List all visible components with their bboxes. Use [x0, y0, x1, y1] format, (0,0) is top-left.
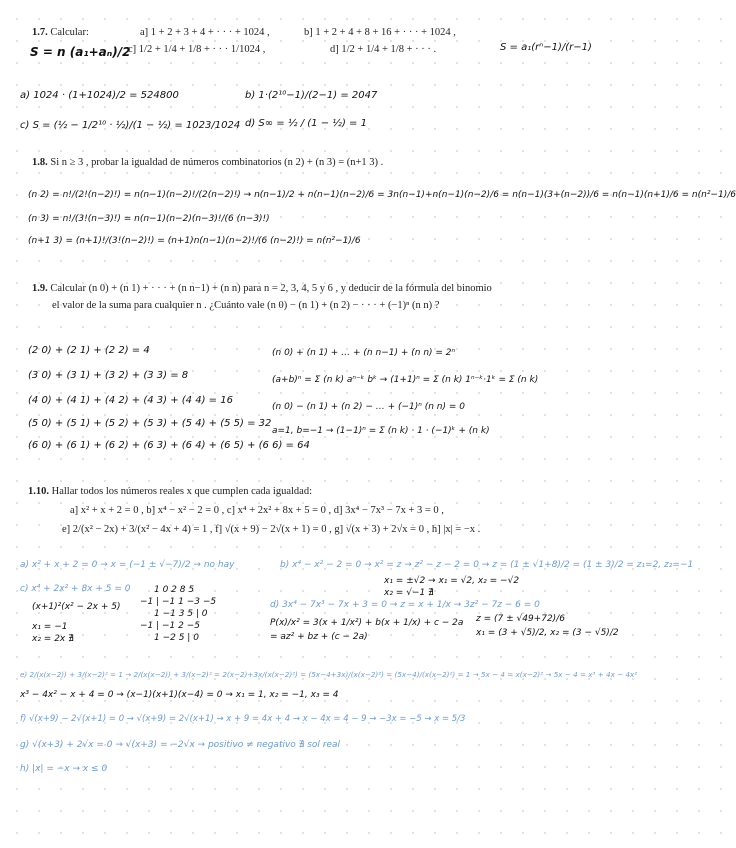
handwritten-solution-d5: x₁ = (3 + √5)/2, x₂ = (3 − √5)/2: [476, 628, 619, 638]
problem-1-7-item-a: a] 1 + 2 + 3 + 4 + · · · + 1024 ,: [140, 27, 270, 38]
handwritten-solution-d2: P(x)/x² = 3(x + 1/x²) + b(x + 1/x) + c − 2a: [270, 618, 464, 628]
handwritten-arith-formula: S = n (a₁+aₙ)/2: [30, 45, 131, 59]
problem-1-8-statement: [32, 157, 383, 168]
handwritten-answer-c: c) S = (½ − 1/2¹⁰ · ½)/(1 − ½) = 1023/1024: [20, 120, 241, 131]
handwritten-solution-e2: x³ − 4x² − x + 4 = 0 → (x−1)(x+1)(x−4) = 0 → x₁ = 1, x₂ = −1, x₃ = 4: [20, 690, 339, 700]
handwritten-geom-formula: S = a₁(rⁿ−1)/(r−1): [500, 42, 592, 53]
problem-number: 1.10.: [28, 486, 49, 497]
handwritten-proof-line-2: (n 3) = n!/(3!(n−3)!) = n(n−1)(n−2)(n−3)!/(6 (n−3)!): [28, 214, 270, 224]
handwritten-solution-f: f) √(x+9) − 2√(x+1) = 0 → √(x+9) = 2√(x+1) → x + 9 = 4x + 4 → x − 4x = 4 − 9 → −3x = −5 → x = 5/3: [20, 714, 466, 724]
problem-1-7-item-d: d] 1/2 + 1/4 + 1/8 + · · · .: [330, 44, 437, 55]
handwritten-solution-d3: z = (7 ± √49+72)/6: [476, 614, 565, 624]
problem-text: Hallar todos los números reales x que cumplen cada igualdad:: [51, 486, 313, 497]
handwritten-proof-line-3: (n+1 3) = (n+1)!/(3!(n−2)!) = (n+1)n(n−1)(n−2)!/(6 (n−2)!) = n(n²−1)/6: [28, 236, 361, 246]
handwritten-sum-n6: (6 0) + (6 1) + (6 2) + (6 3) + (6 4) + (6 5) + (6 6) = 64: [28, 440, 310, 451]
handwritten-solution-c: c) x⁴ + 2x² + 8x + 5 = 0: [20, 584, 131, 594]
handwritten-solution-b3: x₂ = √−1 ∄: [384, 588, 434, 598]
problem-1-10-row-2: e] 2/(x² − 2x) + 3/(x² − 4x + 4) = 1 , f] √(x + 9) − 2√(x + 1) = 0 , g] √(x + 3) + 2√x = 0 , h] |x| = −x .: [62, 524, 481, 535]
problem-1-9-statement: [32, 283, 492, 294]
problem-number: 1.7.: [32, 27, 48, 38]
problem-1-7-heading: [32, 27, 89, 38]
handwritten-alternating-sum: (n 0) − (n 1) + (n 2) − … + (−1)ⁿ (n n) = 0: [272, 402, 466, 412]
handwritten-solution-g: g) √(x+3) + 2√x = 0 → √(x+3) = −2√x → positivo ≠ negativo ∄ sol real: [20, 740, 341, 750]
handwritten-answer-b: b) 1·(2¹⁰−1)/(2−1) = 2047: [245, 90, 378, 101]
ruffini-row-1: 1 0 2 8 5: [154, 585, 195, 595]
ruffini-row-5: 1 −2 5 | 0: [154, 633, 199, 643]
handwritten-solution-a: a) x² + x + 2 = 0 → x = (−1 ± √−7)/2 → no hay: [20, 560, 235, 570]
problem-1-7-item-b: b] 1 + 2 + 4 + 8 + 16 + · · · + 1024 ,: [304, 27, 456, 38]
problem-text: Calcular (n 0) + (n 1) + · · · + (n n−1) + (n n) para n = 2, 3, 4, 5 y 6 , y deducir de la fórmula del binomio: [50, 283, 492, 294]
handwritten-solution-e: e) 2/(x(x−2)) + 3/(x−2)² = 1 → 2/(x(x−2)) + 3/(x−2)² = 2(x−2)+3x/(x(x−2)²) = (5x−4+3x)/(x(x−2)²) = (5x−4)/(x(x−2)²) = 1 → 5x − 4 = x(x−2)² → 5x − 4 = x³ + 4x − 4x²: [20, 670, 638, 679]
handwritten-solution-h: h) |x| = −x → x ≤ 0: [20, 764, 108, 774]
ruffini-table: [140, 585, 250, 645]
handwritten-solution-c3: x₁ = −1: [32, 622, 68, 632]
handwritten-general-sum: (n 0) + (n 1) + … + (n n−1) + (n n) = 2ⁿ: [272, 348, 456, 358]
handwritten-binomial: (a+b)ⁿ = Σ (n k) aⁿ⁻ᵏ bᵏ → (1+1)ⁿ = Σ (n k) 1ⁿ⁻ᵏ·1ᵏ = Σ (n k): [272, 375, 539, 385]
handwritten-solution-c4: x₂ = 2x ∄: [32, 634, 74, 644]
handwritten-answer-d: d) S∞ = ½ / (1 − ½) = 1: [245, 118, 367, 129]
problem-1-7-item-c: c] 1/2 + 1/4 + 1/8 + · · · 1/1024 ,: [128, 44, 266, 55]
handwritten-sum-n4: (4 0) + (4 1) + (4 2) + (4 3) + (4 4) = 16: [28, 395, 233, 406]
handwritten-solution-b: b) x⁴ − x² − 2 = 0 → x² = z → z² − z − 2 = 0 → z = (1 ± √1+8)/2 = (1 ± 3)/2 = z₁=2, z₂=−1: [280, 560, 694, 570]
problem-number: 1.9.: [32, 283, 48, 294]
problem-word: Calcular:: [50, 27, 89, 38]
problem-number: 1.8.: [32, 157, 48, 168]
problem-text: Si n ≥ 3 , probar la igualdad de números combinatorios (n 2) + (n 3) = (n+1 3) .: [50, 157, 384, 168]
handwritten-sum-n3: (3 0) + (3 1) + (3 2) + (3 3) = 8: [28, 370, 189, 381]
handwritten-solution-d4: = az² + bz + (c − 2a): [270, 632, 368, 642]
problem-1-10-row-1: a] x² + x + 2 = 0 , b] x⁴ − x² − 2 = 0 , c] x⁴ + 2x² + 8x + 5 = 0 , d] 3x⁴ − 7x³ − 7x + 3 = 0 ,: [70, 505, 444, 516]
problem-1-9-statement-cont: el valor de la suma para cualquier n . ¿Cuánto vale (n 0) − (n 1) + (n 2) − · · · + (−1)ⁿ (n n) ?: [52, 300, 440, 311]
ruffini-row-4: −1 | −1 2 −5: [140, 621, 201, 631]
handwritten-sum-n2: (2 0) + (2 1) + (2 2) = 4: [28, 345, 150, 356]
handwritten-solution-b2: x₁ = ±√2 → x₁ = √2, x₂ = −√2: [384, 576, 520, 586]
handwritten-proof-line-1: (n 2) = n!/(2!(n−2)!) = n(n−1)(n−2)!/(2(n−2)!) → n(n−1)/2 + n(n−1)(n−2)/6 = 3n(n−1)+n(n−1)(n−2)/6 = n(n−1)(3+(n−2))/6 = n(n−1)(n+1)/6 = n(n²−1)/6: [28, 190, 736, 200]
handwritten-solution-c2: (x+1)²(x² − 2x + 5): [32, 602, 121, 612]
handwritten-sum-n5: (5 0) + (5 1) + (5 2) + (5 3) + (5 4) + (5 5) = 32: [28, 418, 272, 429]
ruffini-row-2: −1 | −1 1 −3 −5: [140, 597, 217, 607]
ruffini-row-3: 1 −1 3 5 | 0: [154, 609, 208, 619]
problem-1-10-heading: [28, 486, 312, 497]
handwritten-solution-d: d) 3x⁴ − 7x³ − 7x + 3 = 0 → z = x + 1/x → 3z² − 7z − 6 = 0: [270, 600, 540, 610]
handwritten-answer-a: a) 1024 · (1+1024)/2 = 524800: [20, 90, 179, 101]
handwritten-alternating-proof: a=1, b=−1 → (1−1)ⁿ = Σ (n k) · 1 · (−1)ᵏ + (n k): [272, 426, 490, 436]
